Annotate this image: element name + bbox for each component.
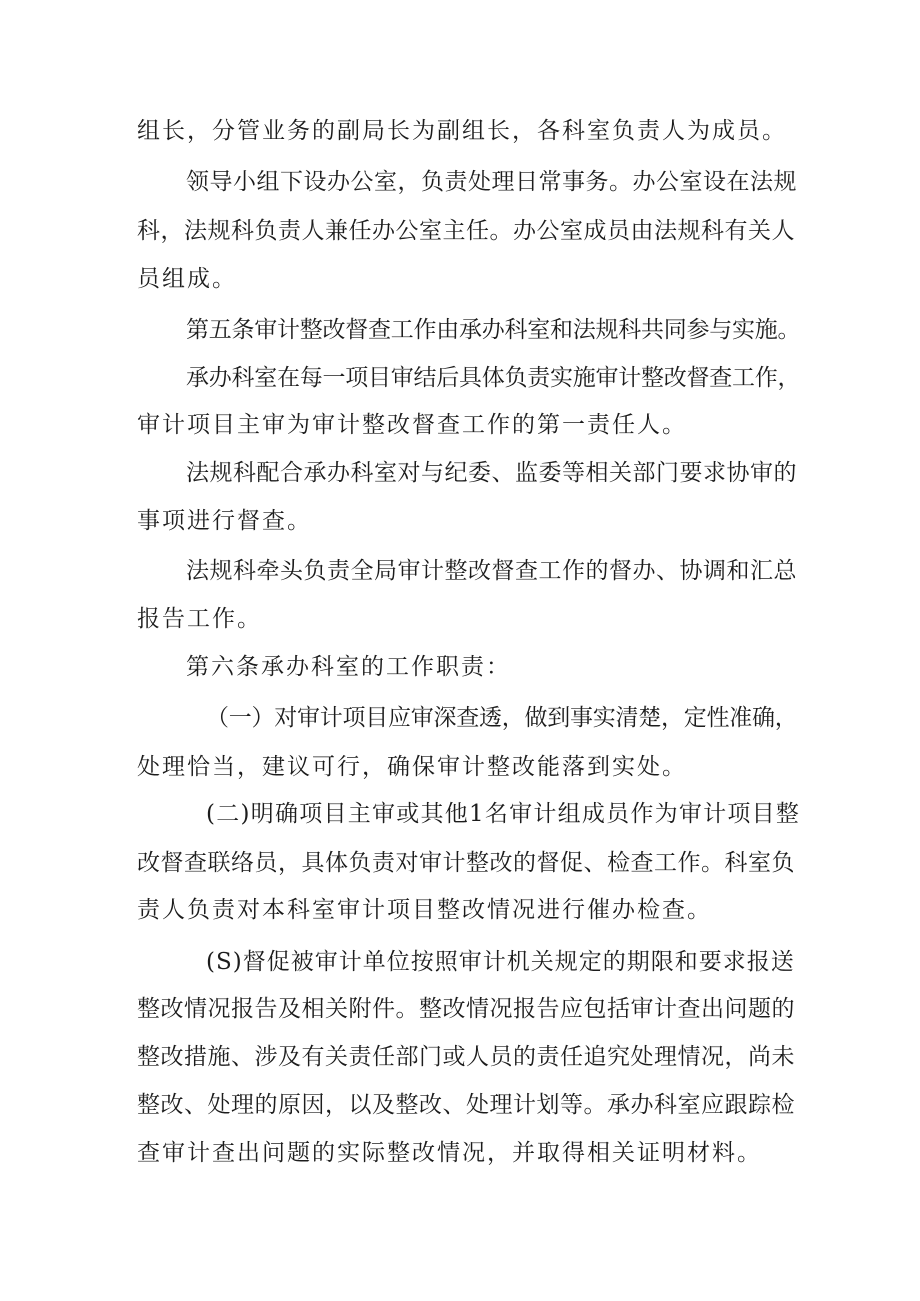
text-line: 法规科配合承办科室对与纪委、监委等相关部门要求协审的 xyxy=(186,460,797,486)
text-line: (二)明确项目主审或其他1名审计组成员作为审计项目整 xyxy=(206,801,801,827)
text-line: 整改情况报告及相关附件。整改情况报告应包括审计查出问题的 xyxy=(137,996,795,1022)
text-line: 查审计查出问题的实际整改情况，并取得相关证明材料。 xyxy=(137,1140,762,1166)
text-line: 法规科牵头负责全局审计整改督查工作的督办、协调和汇总 xyxy=(186,558,797,584)
text-line: 整改、处理的原因，以及整改、处理计划等。承办科室应跟踪检 xyxy=(137,1092,795,1118)
text-line: 组长，分管业务的副局长为副组长，各科室负责人为成员。 xyxy=(137,118,787,144)
text-line: 处理恰当，建议可行，确保审计整改能落到实处。 xyxy=(137,754,687,780)
text-line: 领导小组下设办公室，负责处理日常事务。办公室设在法规 xyxy=(186,169,797,195)
text-line: 第五条审计整改督查工作由承办科室和法规科共同参与实施。 xyxy=(186,317,801,343)
text-line: 第六条承办科室的工作职责： xyxy=(186,654,511,680)
text-line: 责人负责对本科室审计项目整改情况进行催办检查。 xyxy=(137,897,712,923)
text-line: (S)督促被审计单位按照审计机关规定的期限和要求报送 xyxy=(206,949,795,975)
text-line: 审计项目主审为审计整改督查工作的第一责任人。 xyxy=(137,412,687,438)
text-line: 科，法规科负责人兼任办公室主任。办公室成员由法规科有关人 xyxy=(137,218,795,244)
text-line: 整改措施、涉及有关责任部门或人员的责任追究处理情况，尚未 xyxy=(137,1044,795,1070)
text-line: 承办科室在每一项目审结后具体负责实施审计整改督查工作， xyxy=(186,365,801,391)
text-line: 改督查联络员，具体负责对审计整改的督促、检查工作。科室负 xyxy=(137,850,795,876)
text-line: 报告工作。 xyxy=(137,606,262,632)
text-line: （一）对审计项目应审深查透，做到事实清楚，定性准确， xyxy=(206,705,798,731)
text-line: 事项进行督查。 xyxy=(137,508,312,534)
text-line: 员组成。 xyxy=(137,266,237,292)
